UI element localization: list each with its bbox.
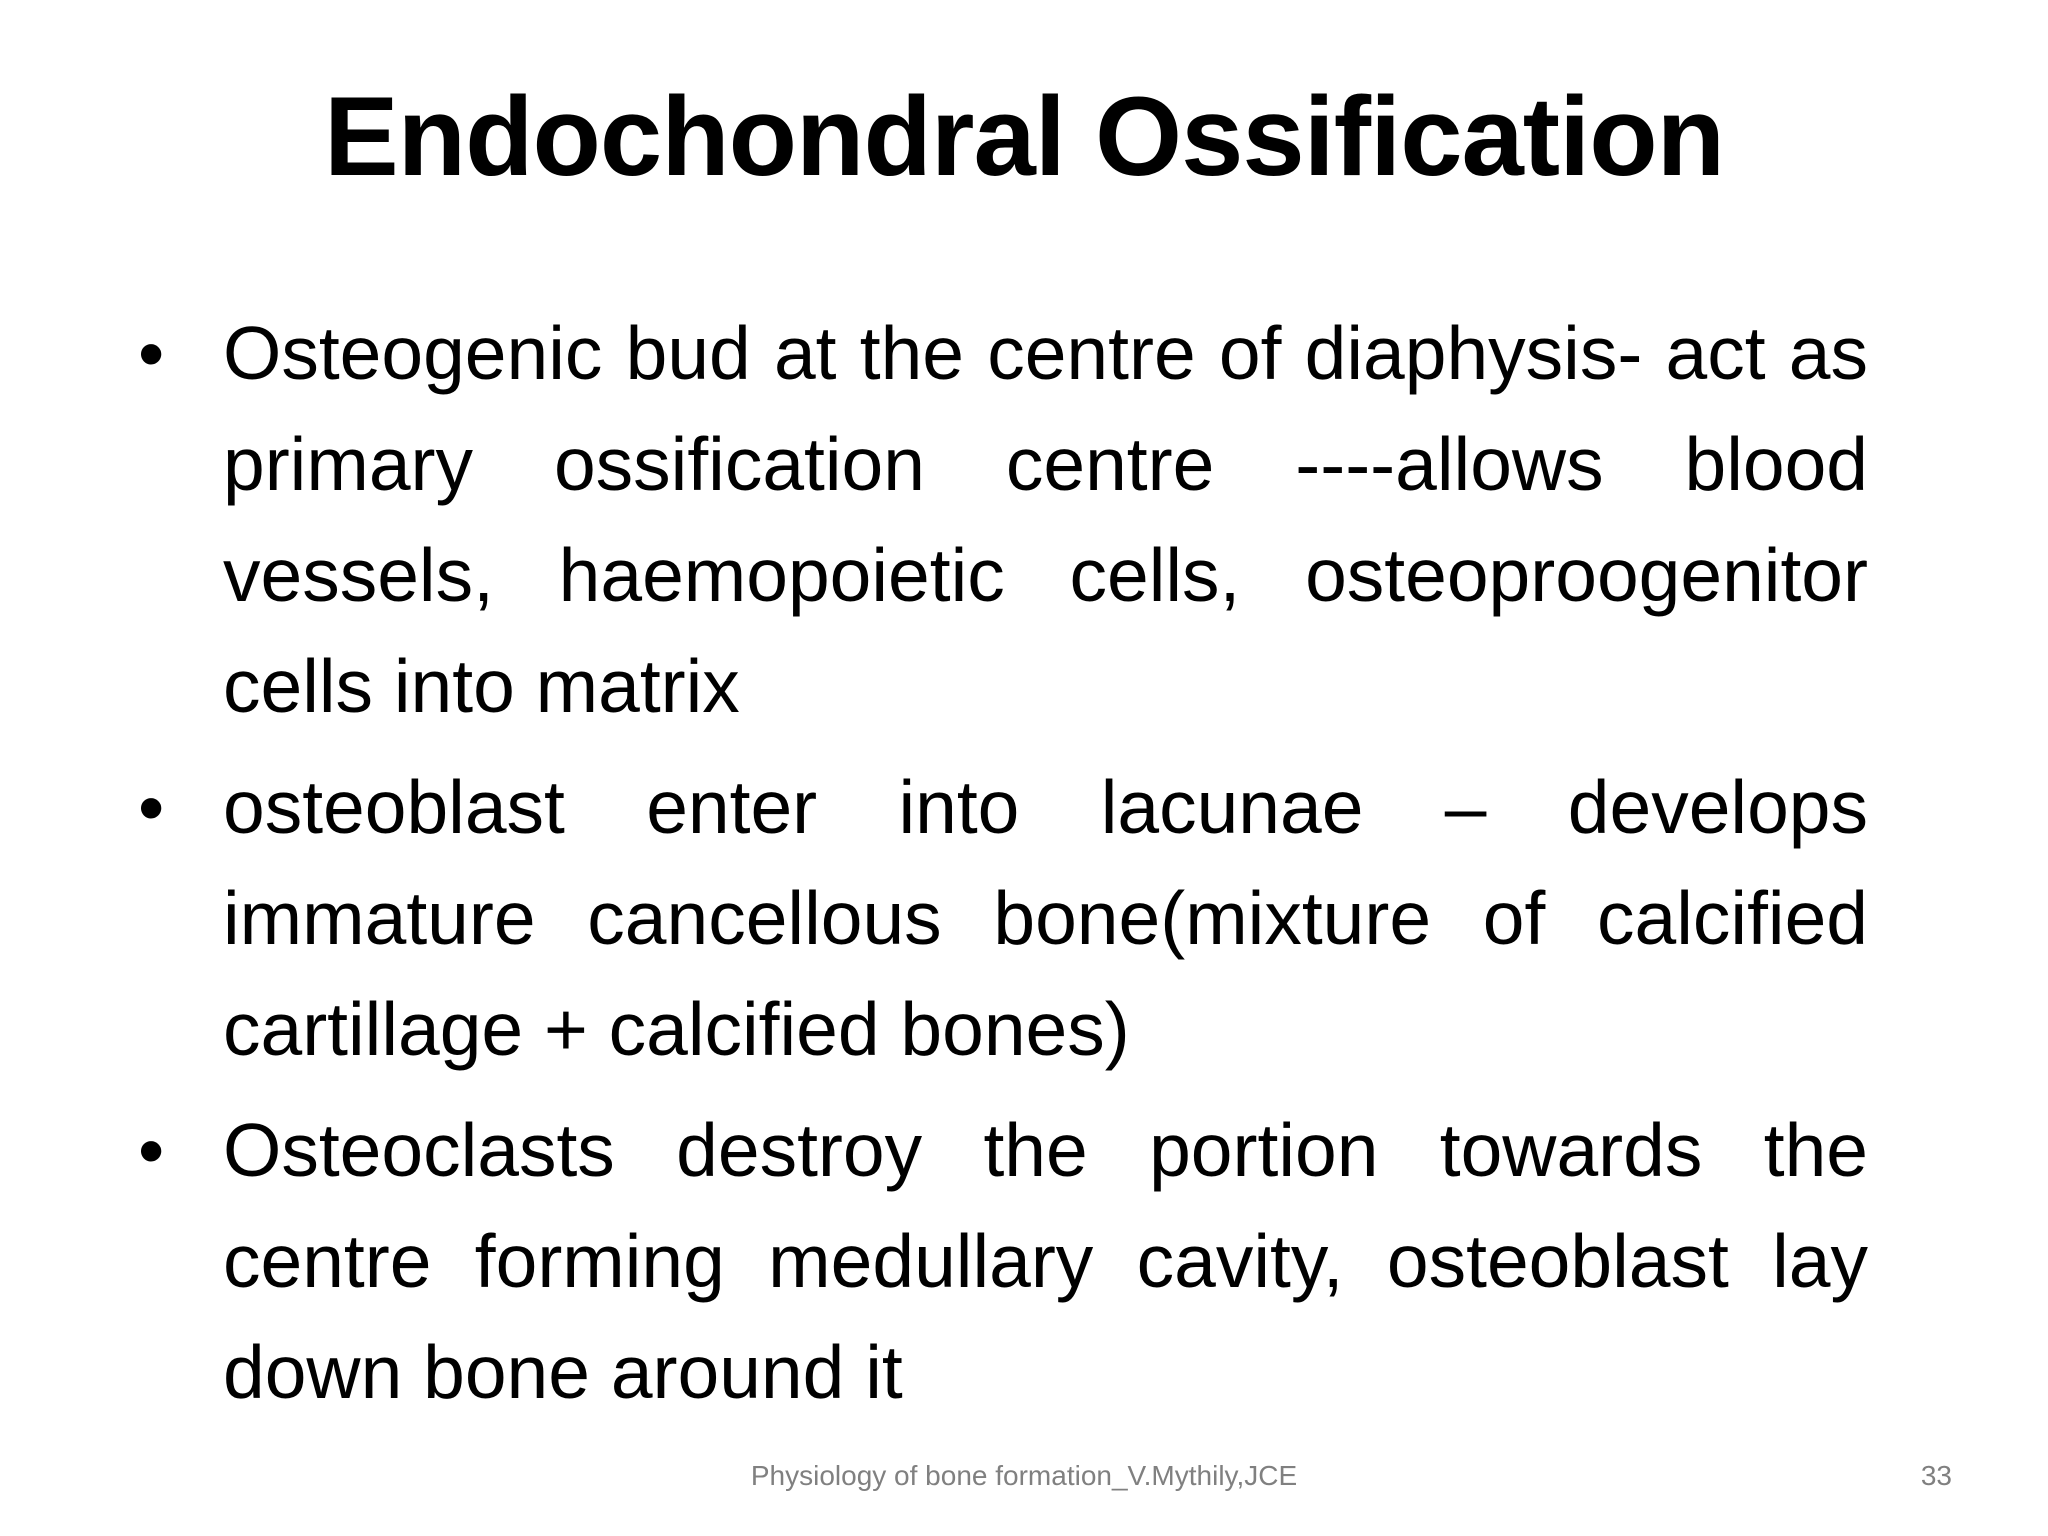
bullet-item — [138, 1095, 1868, 1428]
bullet-text: Osteogenic bud at the centre of diaphysis- act as primary ossification centre ----allows blood vessels, haemopoietic cells, osteoproogenitor cells into matrix — [223, 311, 1868, 728]
bullet-item — [138, 298, 1868, 742]
slide-footer: Physiology of bone formation_V.Mythily,JCE — [750, 1460, 1298, 1491]
bullet-icon: • — [138, 1108, 165, 1192]
bullet-text: osteoblast enter into lacunae – develops immature cancellous bone(mixture of calcified cartillage + calcified bones) — [223, 765, 1868, 1071]
bullet-text: Osteoclasts destroy the portion towards the centre forming medullary cavity, osteoblast lay down bone around it — [223, 1108, 1868, 1414]
slide-title: Endochondral Ossification — [323, 74, 1725, 199]
bullet-item — [138, 752, 1868, 1085]
bullet-icon: • — [138, 765, 165, 849]
bullet-icon: • — [138, 311, 165, 395]
page-number: 33 — [1920, 1460, 1952, 1491]
bullet-list — [138, 298, 1868, 1438]
